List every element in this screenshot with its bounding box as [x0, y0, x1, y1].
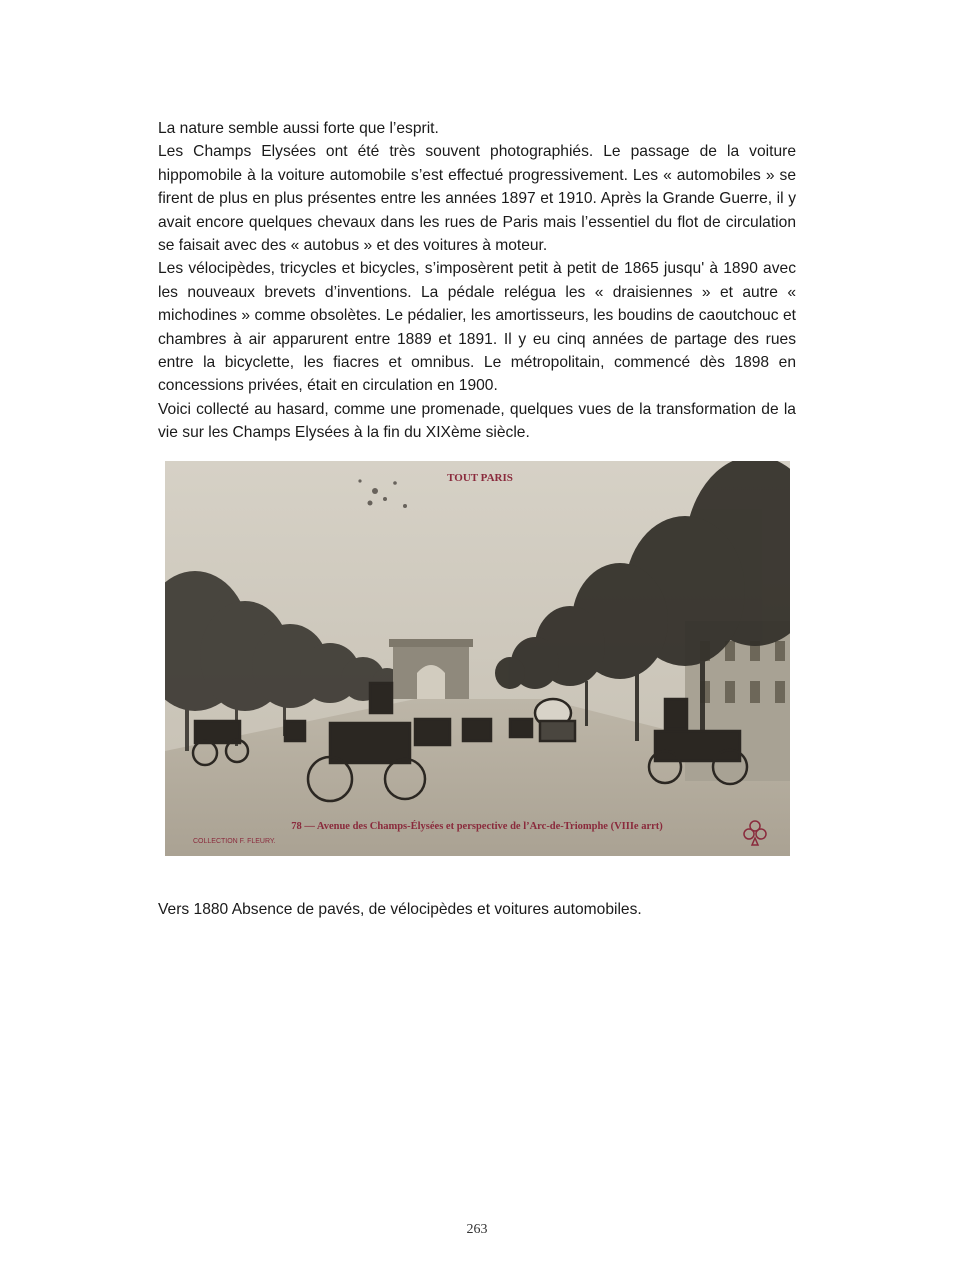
postcard-header: TOUT PARIS	[447, 472, 513, 484]
postcard-image	[165, 461, 790, 856]
paragraph-velocipedes: Les vélocipèdes, tricycles et bicycles, s’imposèrent petit à petit de 1865 jusqu' à 1890 avec les nouveaux brevets d’inventions. La pédale relégua les « draisiennes » et autre « michodines » comme obsolètes. Le pédalier, les amortisseurs, les boudins de caoutchouc et chambres à air apparurent entre 1889 et 1891. Il y eu cinq années de partage des rues entre la bicyclette, les fiacres et omnibus. Le métropolitain, commencé dès 1898 en concessions privées, était en circulation en 1900.	[158, 260, 796, 395]
postcard-illustration	[165, 461, 790, 856]
paragraph-promenade: Voici collecté au hasard, comme une promenade, quelques vues de la transformation de la vie sur les Champs Elysées à la fin du XIXème siècle.	[158, 400, 796, 442]
body-text	[158, 117, 796, 445]
image-caption: Vers 1880 Absence de pavés, de vélocipèdes et voitures automobiles.	[158, 901, 642, 918]
arc-de-triomphe	[389, 639, 473, 699]
postcard-collection: COLLECTION F. FLEURY.	[193, 838, 276, 845]
postcard-title: 78 — Avenue des Champs-Élysées et perspective de l’Arc-de-Triomphe (VIIIe arrt)	[291, 821, 663, 832]
page-number: 263	[466, 1222, 488, 1237]
paragraph-champs-elysees: Les Champs Elysées ont été très souvent photographiés. Le passage de la voiture hippomobile à la voiture automobile s’est effectué progressivement. Les « automobiles » se firent de plus en plus présentes entre les années 1897 et 1910. Après la Grande Guerre, il y avait encore quelques chevaux dans les rues de Paris mais l’essentiel du flot de circulation se faisait avec des « autobus » et des voitures à moteur.	[158, 143, 796, 255]
paragraph-intro: La nature semble aussi forte que l’esprit.	[158, 120, 439, 137]
